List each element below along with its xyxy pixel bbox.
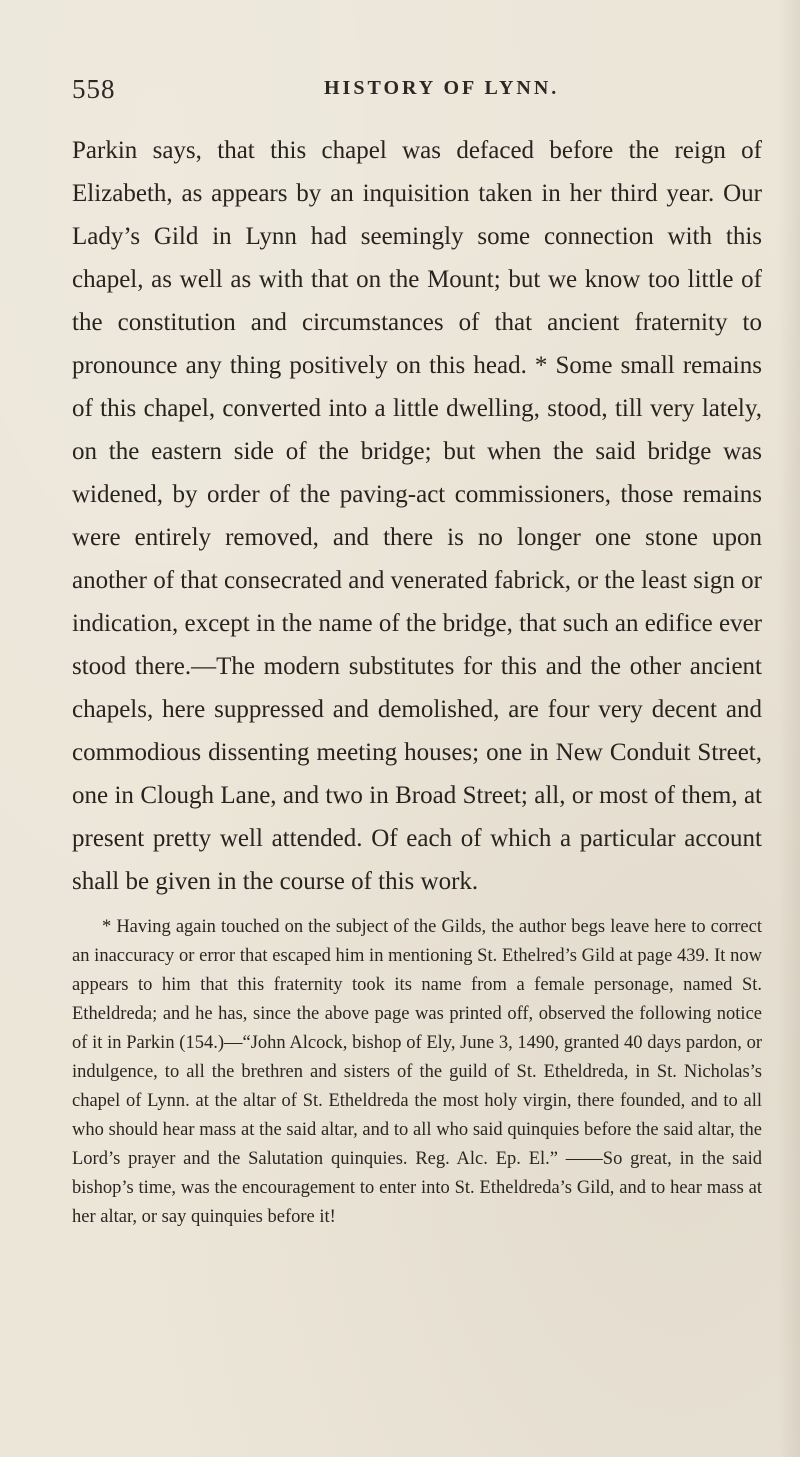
- page-number: 558: [72, 74, 116, 104]
- page-content: [72, 129, 762, 1369]
- body-paragraph: Parkin says, that this chapel was defaced before the reign of Elizabeth, as appears by an inquisition taken in her third year. Our Lady’s Gild in Lynn had seemingly some connection with this chapel, as well as with that on the Mount; but we know too little of the constitution and circumstances of that ancient fraternity to pronounce any thing positively on this head. * Some small remains of this chapel, converted into a little dwelling, stood, till very lately, on the eastern side of the bridge; but when the said bridge was widened, by order of the paving-act commissioners, those remains were entirely removed, and there is no longer one stone upon another of that consecrated and venerated fabrick, or the least sign or indication, except in the name of the bridge, that such an edifice ever stood there.—The modern substitutes for this and the other ancient chapels, here suppressed and demolished, are four very decent and commodious dissenting meeting houses; one in New Conduit Street, one in Clough Lane, and two in Broad Street; all, or most of them, at present pretty well attended. Of each of which a particular account shall be given in the course of this work.: [72, 137, 762, 895]
- running-head: HISTORY OF LYNN.: [324, 77, 560, 99]
- footnote: * Having again touched on the subject of the Gilds, the author begs leave here to correct an inaccuracy or error that escaped him in mentioning St. Ethelred’s Gild at page 439. It now appears to him that this fraternity took its name from a female personage, named St. Etheldreda; and he has, since the above page was printed off, observed the following notice of it in Parkin (154.)—“John Alcock, bishop of Ely, June 3, 1490, granted 40 days pardon, or indulgence, to all the brethren and sisters of the guild of St. Etheldreda, in St. Nicholas’s chapel of Lynn. at the altar of St. Etheldreda the most holy virgin, there founded, and to all who should hear mass at the said altar, and to all who said quinquies before the said altar, the Lord’s prayer and the Salutation quinquies. Reg. Alc. Ep. El.” ——So great, in the said bishop’s time, was the encouragement to enter into St. Etheldreda’s Gild, and to hear mass at her altar, or say quinquies before it!: [72, 917, 762, 1227]
- page-header: [72, 74, 762, 114]
